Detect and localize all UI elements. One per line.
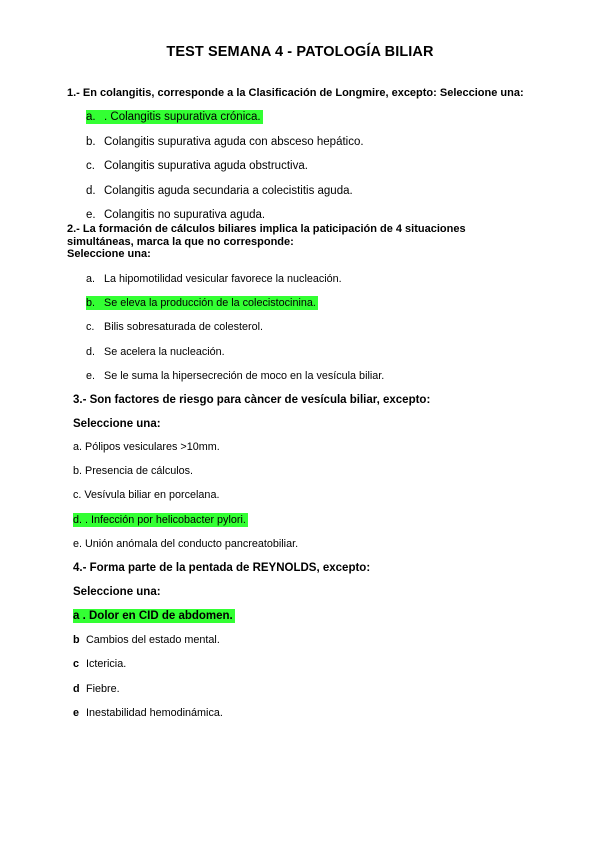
option-letter: d bbox=[73, 683, 80, 695]
question-3: 3.- Son factores de riesgo para càncer de vesícula biliar, excepto: bbox=[73, 394, 431, 406]
q2-option-e[interactable] bbox=[86, 369, 384, 384]
option-text: d. . Infección por helicobacter pylori. bbox=[73, 514, 246, 526]
question-1: 1.- En colangitis, corresponde a la Clasificación de Longmire, excepto: Seleccione una: bbox=[67, 87, 524, 99]
q4-option-b[interactable] bbox=[73, 633, 220, 648]
question-2-line-1: 2.- La formación de cálculos biliares implica la paticipación de 4 situaciones bbox=[67, 223, 466, 235]
question-3-prompt: Seleccione una: bbox=[73, 418, 161, 430]
q1-option-d[interactable] bbox=[86, 184, 353, 199]
option-letter: b. bbox=[86, 136, 96, 148]
option-letter: d. bbox=[86, 346, 96, 358]
q4-option-c[interactable] bbox=[73, 657, 126, 672]
option-text: Cambios del estado mental. bbox=[86, 634, 220, 646]
option-text: Se acelera la nucleación. bbox=[104, 346, 225, 358]
option-text: . Colangitis supurativa crónica. bbox=[104, 111, 261, 123]
q3-option-a[interactable] bbox=[73, 440, 220, 455]
option-letter: b. bbox=[86, 297, 96, 309]
q2-option-a[interactable] bbox=[86, 272, 342, 287]
option-text: Inestabilidad hemodinámica. bbox=[86, 707, 223, 719]
option-letter: c bbox=[73, 658, 80, 670]
question-4: 4.- Forma parte de la pentada de REYNOLDS, excepto: bbox=[73, 562, 371, 574]
page-title: TEST SEMANA 4 - PATOLOGÍA BILIAR bbox=[166, 44, 434, 60]
option-text: e. Unión anómala del conducto pancreatobiliar. bbox=[73, 538, 299, 550]
q4-option-d[interactable] bbox=[73, 682, 120, 697]
option-letter: e. bbox=[86, 209, 96, 221]
option-letter: a. bbox=[86, 273, 96, 285]
q2-option-c[interactable] bbox=[86, 320, 263, 335]
question-2-line-2: simultáneas, marca la que no corresponde: bbox=[67, 236, 294, 248]
option-text: . Dolor en CID de abdomen. bbox=[79, 610, 233, 622]
option-letter: e bbox=[73, 707, 80, 719]
q3-option-e[interactable] bbox=[73, 537, 298, 552]
option-text: La hipomotilidad vesicular favorece la nucleación. bbox=[104, 273, 342, 285]
option-text: Colangitis aguda secundaria a colecistitis aguda. bbox=[104, 185, 353, 197]
option-letter: c. bbox=[86, 160, 95, 172]
q1-option-e[interactable] bbox=[86, 208, 265, 223]
q3-option-b[interactable] bbox=[73, 464, 193, 479]
q2-option-d[interactable] bbox=[86, 345, 225, 360]
option-letter: d. bbox=[86, 185, 96, 197]
option-letter: b bbox=[73, 634, 80, 646]
q3-option-d[interactable] bbox=[73, 513, 248, 528]
q4-option-a[interactable] bbox=[73, 609, 235, 624]
question-4-prompt: Seleccione una: bbox=[73, 586, 161, 598]
q4-option-e[interactable] bbox=[73, 706, 223, 721]
option-text: Colangitis supurativa aguda obstructiva. bbox=[104, 160, 308, 172]
option-text: Colangitis supurativa aguda con absceso hepático. bbox=[104, 136, 364, 148]
q1-option-a[interactable] bbox=[86, 110, 263, 125]
q1-option-b[interactable] bbox=[86, 135, 364, 150]
option-text: a. Pólipos vesiculares >10mm. bbox=[73, 441, 220, 453]
option-letter: a. bbox=[86, 111, 96, 123]
option-text: b. Presencia de cálculos. bbox=[73, 465, 194, 477]
option-text: Bilis sobresaturada de colesterol. bbox=[104, 321, 264, 333]
q1-option-c[interactable] bbox=[86, 159, 308, 174]
question-2-prompt: Seleccione una: bbox=[67, 248, 151, 260]
option-letter: c. bbox=[86, 321, 95, 333]
q3-option-c[interactable] bbox=[73, 488, 219, 503]
q2-option-b[interactable] bbox=[86, 296, 318, 311]
option-letter: a bbox=[73, 610, 80, 622]
option-text: Colangitis no supurativa aguda. bbox=[104, 209, 266, 221]
option-text: Se eleva la producción de la colecistocinina. bbox=[104, 297, 316, 309]
option-text: Fiebre. bbox=[86, 683, 120, 695]
option-text: Se le suma la hipersecreción de moco en la vesícula biliar. bbox=[104, 370, 385, 382]
option-letter: e. bbox=[86, 370, 96, 382]
option-text: Ictericia. bbox=[86, 658, 127, 670]
option-text: c. Vesívula biliar en porcelana. bbox=[73, 489, 220, 501]
